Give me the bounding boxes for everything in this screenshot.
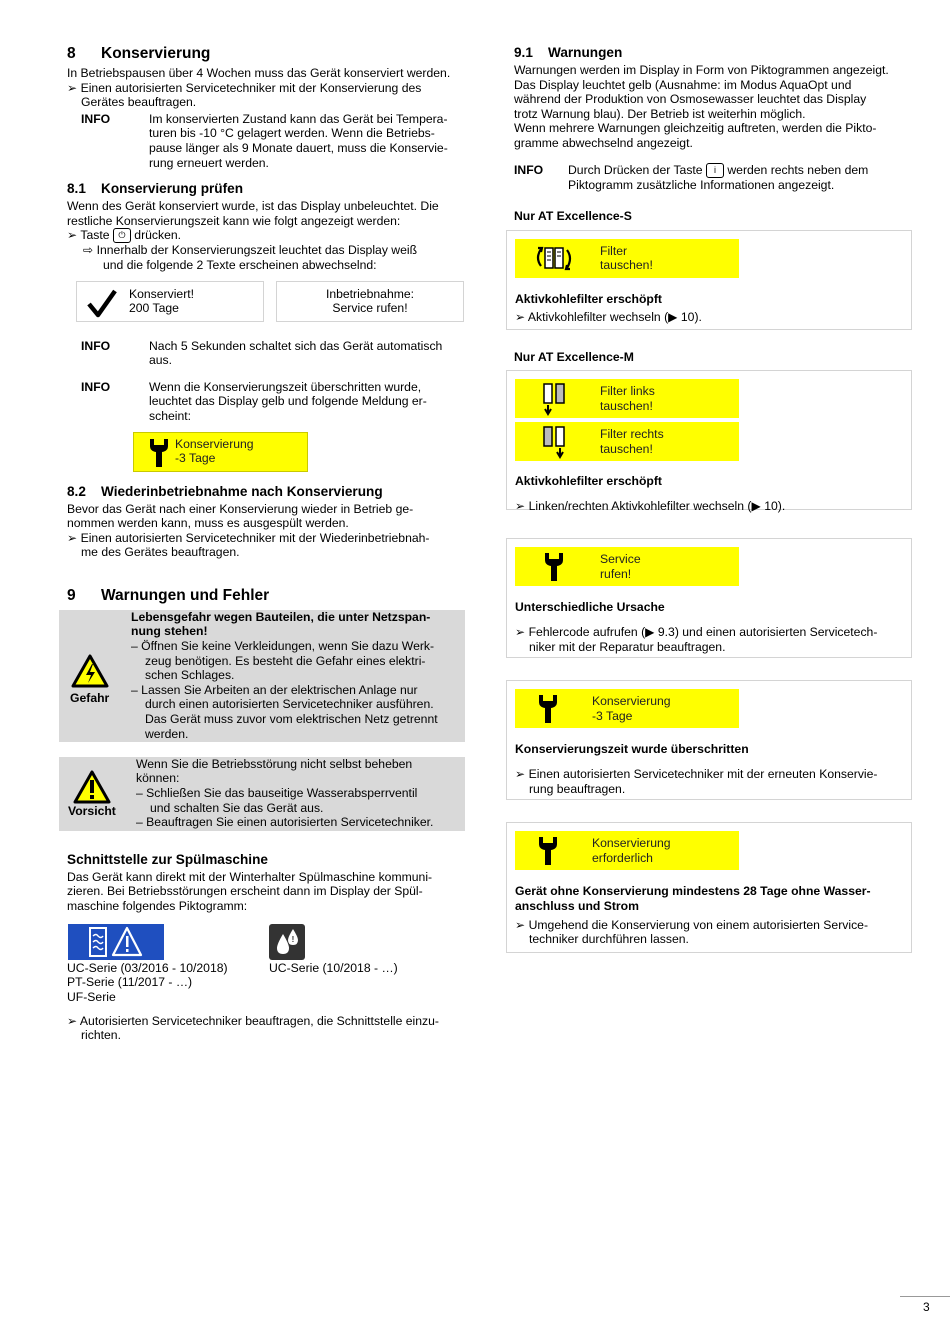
info-line: Im konservierten Zustand kann das Gerät bei Tempera- bbox=[149, 111, 448, 126]
action-step: ➢ Linken/rechten Aktivkohlefilter wechseln (▶ 10). bbox=[515, 498, 786, 513]
step-text: ➢ Taste bbox=[67, 228, 110, 243]
action-step bbox=[515, 625, 903, 654]
section-number: 8 bbox=[67, 45, 76, 62]
text-line: Gerät ohne Konservierung mindestens 28 Tage ohne Wasser- bbox=[515, 884, 871, 899]
text-line: Das Gerät kann direkt mit der Winterhalter Spülmaschine kommuni- bbox=[67, 869, 433, 884]
display-box-konserviert bbox=[76, 281, 264, 322]
text-line: richten. bbox=[81, 1028, 121, 1043]
pictogram-captions bbox=[67, 961, 467, 1005]
action-step bbox=[67, 1014, 467, 1043]
text-line: niker mit der Reparatur beauftragen. bbox=[529, 639, 726, 654]
display-box-inbetriebnahme bbox=[276, 281, 464, 322]
text-line: zieren. Bei Betriebsstörungen erscheint dann im Display der Spül- bbox=[67, 884, 423, 899]
display-text: Inbetriebnahme: bbox=[325, 286, 415, 301]
paragraph bbox=[67, 199, 467, 228]
footer-rule bbox=[900, 1296, 950, 1297]
display-yellow bbox=[515, 547, 739, 586]
display-text: Konservierung bbox=[592, 694, 671, 709]
section-title: Warnungen und Fehler bbox=[101, 586, 270, 604]
danger-item: zeug benötigen. Es besteht die Gefahr eines elektri- bbox=[145, 653, 426, 668]
caution-item: und schalten Sie das Gerät aus. bbox=[150, 800, 324, 815]
text-line: Wenn mehrere Warnungen gleichzeitig auftreten, werden die Pikto- bbox=[514, 121, 877, 136]
cause-heading bbox=[515, 884, 903, 913]
paragraph bbox=[67, 870, 467, 914]
info-text: werden rechts neben dem bbox=[727, 162, 869, 177]
display-text: rufen! bbox=[600, 566, 632, 581]
caution-text: können: bbox=[136, 771, 180, 786]
info-line: scheint: bbox=[149, 408, 192, 423]
paragraph: In Betriebspausen über 4 Wochen muss das Gerät konserviert werden. bbox=[67, 66, 451, 80]
action-step: ➢ Einen autorisierten Servicetechniker mit der Konservierung des Gerätes beauftragen. bbox=[67, 80, 422, 110]
danger-item: – Öffnen Sie keine Verkleidungen, wenn Sie dazu Werk- bbox=[131, 639, 435, 654]
caption-line: UC-Serie (10/2018 - …) bbox=[269, 960, 398, 975]
text-line: restliche Konservierungszeit kann wie folgt angezeigt werden: bbox=[67, 213, 401, 228]
info-line: rung erneuert werden. bbox=[149, 155, 269, 170]
display-text: tauschen! bbox=[600, 441, 653, 456]
checkmark-icon bbox=[87, 288, 117, 318]
paragraph bbox=[514, 63, 912, 151]
display-text: -3 Tage bbox=[592, 708, 633, 723]
text-line: während der Produktion von Osmosewasser leuchtet das Display bbox=[514, 92, 867, 107]
display-text: Filter links bbox=[600, 384, 655, 399]
danger-item: werden. bbox=[145, 726, 189, 741]
display-text: -3 Tage bbox=[175, 451, 216, 466]
text-line: anschluss und Strom bbox=[515, 898, 639, 913]
power-key-icon: ⏻ bbox=[113, 228, 131, 243]
warning-card-service bbox=[506, 538, 912, 658]
filter-left-icon bbox=[537, 381, 571, 417]
filter-right-icon bbox=[537, 424, 571, 460]
info-line: turen bis -10 °C gelagert werden. Wenn die Betriebs- bbox=[149, 126, 435, 141]
page-number: 3 bbox=[923, 1300, 930, 1314]
action-step bbox=[67, 228, 467, 243]
text-line: ➢ Fehlercode aufrufen (▶ 9.3) und einen autorisierten Servicetech- bbox=[515, 624, 878, 639]
warning-card-filter-left-right bbox=[506, 370, 912, 513]
display-text: tauschen! bbox=[600, 398, 653, 413]
info-note bbox=[67, 380, 467, 424]
action-step bbox=[67, 531, 467, 560]
danger-item: schen Schlages. bbox=[145, 668, 235, 683]
display-text: Konservierung bbox=[175, 436, 254, 451]
caution-warning-box bbox=[59, 757, 465, 831]
model-heading: Nur AT Excellence-S bbox=[514, 209, 632, 224]
warning-card-konservierung-tage bbox=[506, 680, 912, 800]
section-8-2-heading bbox=[67, 484, 467, 500]
wrench-icon bbox=[148, 437, 170, 469]
danger-warning-box bbox=[59, 610, 465, 742]
info-label: INFO bbox=[81, 338, 111, 353]
section-8-1-heading bbox=[67, 181, 467, 197]
info-key-icon: i bbox=[706, 163, 724, 178]
caption-line: UF-Serie bbox=[67, 989, 116, 1004]
display-yellow bbox=[515, 689, 739, 728]
cause-heading: Unterschiedliche Ursache bbox=[515, 600, 665, 615]
display-yellow bbox=[515, 239, 739, 278]
display-text: Service bbox=[600, 552, 641, 567]
info-line: aus. bbox=[149, 353, 173, 368]
action-step bbox=[515, 767, 903, 796]
text-line: Das Display leuchtet gelb (Ausnahme: im Modus AquaOpt und bbox=[514, 77, 852, 92]
info-note bbox=[67, 112, 467, 170]
result-step bbox=[67, 243, 467, 272]
wrench-icon bbox=[537, 835, 559, 867]
display-yellow bbox=[515, 422, 739, 461]
warning-card-konservierung-erforderlich bbox=[506, 822, 912, 953]
display-text: Filter bbox=[600, 243, 628, 258]
caution-item: – Schließen Sie das bauseitige Wasserabsperrventil bbox=[136, 786, 418, 801]
caution-icon bbox=[73, 770, 111, 804]
wrench-icon bbox=[537, 693, 559, 725]
svg-text:!: ! bbox=[291, 934, 295, 944]
electric-hazard-icon bbox=[71, 654, 109, 688]
text-line: Bevor das Gerät nach einer Konservierung wieder in Betrieb ge- bbox=[67, 501, 414, 516]
display-text: tauschen! bbox=[600, 258, 653, 273]
cause-heading: Aktivkohlefilter erschöpft bbox=[515, 291, 662, 306]
action-step bbox=[515, 918, 903, 947]
info-line: Nach 5 Sekunden schaltet sich das Gerät automatisch bbox=[149, 338, 443, 353]
text-line: ➢ Einen autorisierten Servicetechniker mit der erneuten Konservie- bbox=[515, 766, 878, 781]
section-9-1-heading bbox=[514, 45, 912, 61]
caption-line: PT-Serie (11/2017 - …) bbox=[67, 975, 193, 990]
danger-heading: nung stehen! bbox=[131, 624, 208, 639]
info-line: leuchtet das Display gelb und folgende Meldung er- bbox=[149, 394, 427, 409]
info-label: INFO bbox=[81, 379, 111, 394]
cause-heading: Aktivkohlefilter erschöpft bbox=[515, 474, 662, 489]
caution-text: Wenn Sie die Betriebsstörung nicht selbst beheben bbox=[136, 756, 413, 771]
cause-heading: Konservierungszeit wurde überschritten bbox=[515, 742, 749, 757]
display-text: Service rufen! bbox=[332, 301, 408, 316]
interface-heading: Schnittstelle zur Spülmaschine bbox=[67, 851, 268, 867]
right-column bbox=[514, 40, 912, 953]
info-text: Piktogramm zusätzliche Informationen angezeigt. bbox=[568, 177, 835, 192]
danger-heading: Lebensgefahr wegen Bauteilen, die unter Netzspan- bbox=[131, 609, 431, 624]
text-line: nommen werden kann, muss es ausgespült werden. bbox=[67, 516, 349, 531]
section-title: Konservierung bbox=[101, 45, 211, 62]
display-text: 200 Tage bbox=[129, 301, 179, 316]
danger-item: Das Gerät muss zuvor vom elektrischen Netz getrennt bbox=[145, 712, 438, 727]
display-yellow bbox=[515, 831, 739, 870]
step-text: drücken. bbox=[134, 228, 182, 243]
warning-card-filter bbox=[506, 230, 912, 330]
text-line: ➢ Umgehend die Konservierung von einem autorisierten Service- bbox=[515, 917, 868, 932]
action-step: ➢ Aktivkohlefilter wechseln (▶ 10). bbox=[515, 310, 702, 325]
display-text: Konservierung bbox=[592, 836, 671, 851]
info-line: Wenn die Konservierungszeit überschritten wurde, bbox=[149, 379, 422, 394]
section-title: Konservierung prüfen bbox=[101, 181, 243, 197]
info-label: INFO bbox=[514, 162, 544, 177]
text-line: ⇨ Innerhalb der Konservierungszeit leuchtet das Display weiß bbox=[83, 243, 418, 258]
section-number: 8.2 bbox=[67, 483, 86, 499]
danger-label: Gefahr bbox=[70, 690, 110, 705]
section-title: Wiederinbetriebnahme nach Konservierung bbox=[101, 483, 383, 499]
text-line: me des Gerätes beauftragen. bbox=[81, 545, 240, 560]
pictogram-row bbox=[67, 924, 467, 960]
caution-label: Vorsicht bbox=[68, 803, 116, 818]
section-title: Warnungen bbox=[548, 45, 623, 60]
water-filter-warning-icon bbox=[68, 924, 164, 960]
display-white-examples bbox=[67, 281, 467, 325]
caption-line: UC-Serie (03/2016 - 10/2018) bbox=[67, 960, 228, 975]
display-text: erforderlich bbox=[592, 850, 653, 865]
left-column bbox=[67, 40, 467, 1043]
wrench-icon bbox=[543, 551, 565, 583]
paragraph bbox=[67, 502, 467, 531]
text-line: trotz Warnung blau). Der Betrieb ist weiterhin möglich. bbox=[514, 106, 806, 121]
info-label: INFO bbox=[81, 111, 111, 126]
info-text: Durch Drücken der Taste bbox=[568, 162, 703, 177]
text-line: maschine folgendes Piktogramm: bbox=[67, 899, 248, 914]
text-line: und die folgende 2 Texte erscheinen abwechselnd: bbox=[103, 257, 377, 272]
display-text: Konserviert! bbox=[129, 286, 195, 301]
info-line: pause länger als 9 Monate dauert, muss die Konservie- bbox=[149, 140, 448, 155]
info-note bbox=[67, 339, 467, 368]
section-number: 9.1 bbox=[514, 45, 533, 60]
text-line: rung beauftragen. bbox=[529, 781, 626, 796]
text-line: Warnungen werden im Display in Form von Piktogrammen angezeigt. bbox=[514, 63, 889, 77]
text-line: ➢ Autorisierten Servicetechniker beauftragen, die Schnittstelle einzu- bbox=[67, 1013, 439, 1028]
text-line: ➢ Einen autorisierten Servicetechniker mit der Wiederinbetriebnah- bbox=[67, 530, 430, 545]
text-line: gramme abwechselnd angezeigt. bbox=[514, 135, 693, 150]
filter-exchange-icon bbox=[533, 242, 573, 275]
water-drop-warning-icon bbox=[269, 924, 305, 960]
model-heading: Nur AT Excellence-M bbox=[514, 349, 634, 364]
text-line: Wenn des Gerät konserviert wurde, ist das Display unbeleuchtet. Die bbox=[67, 199, 439, 214]
display-text: Filter rechts bbox=[600, 427, 664, 442]
info-note bbox=[514, 163, 912, 193]
caution-item: – Beauftragen Sie einen autorisierten Servicetechniker. bbox=[136, 815, 434, 830]
display-box-konservierung-yellow bbox=[133, 432, 308, 472]
section-9-heading bbox=[67, 587, 467, 605]
text-line: techniker durchführen lassen. bbox=[529, 932, 689, 947]
display-yellow bbox=[515, 379, 739, 418]
section-number: 8.1 bbox=[67, 181, 86, 197]
danger-item: – Lassen Sie Arbeiten an der elektrischen Anlage nur bbox=[131, 682, 418, 697]
section-number: 9 bbox=[67, 586, 76, 604]
section-8-heading bbox=[67, 45, 467, 63]
danger-item: durch einen autorisierten Servicetechniker ausführen. bbox=[145, 697, 434, 712]
